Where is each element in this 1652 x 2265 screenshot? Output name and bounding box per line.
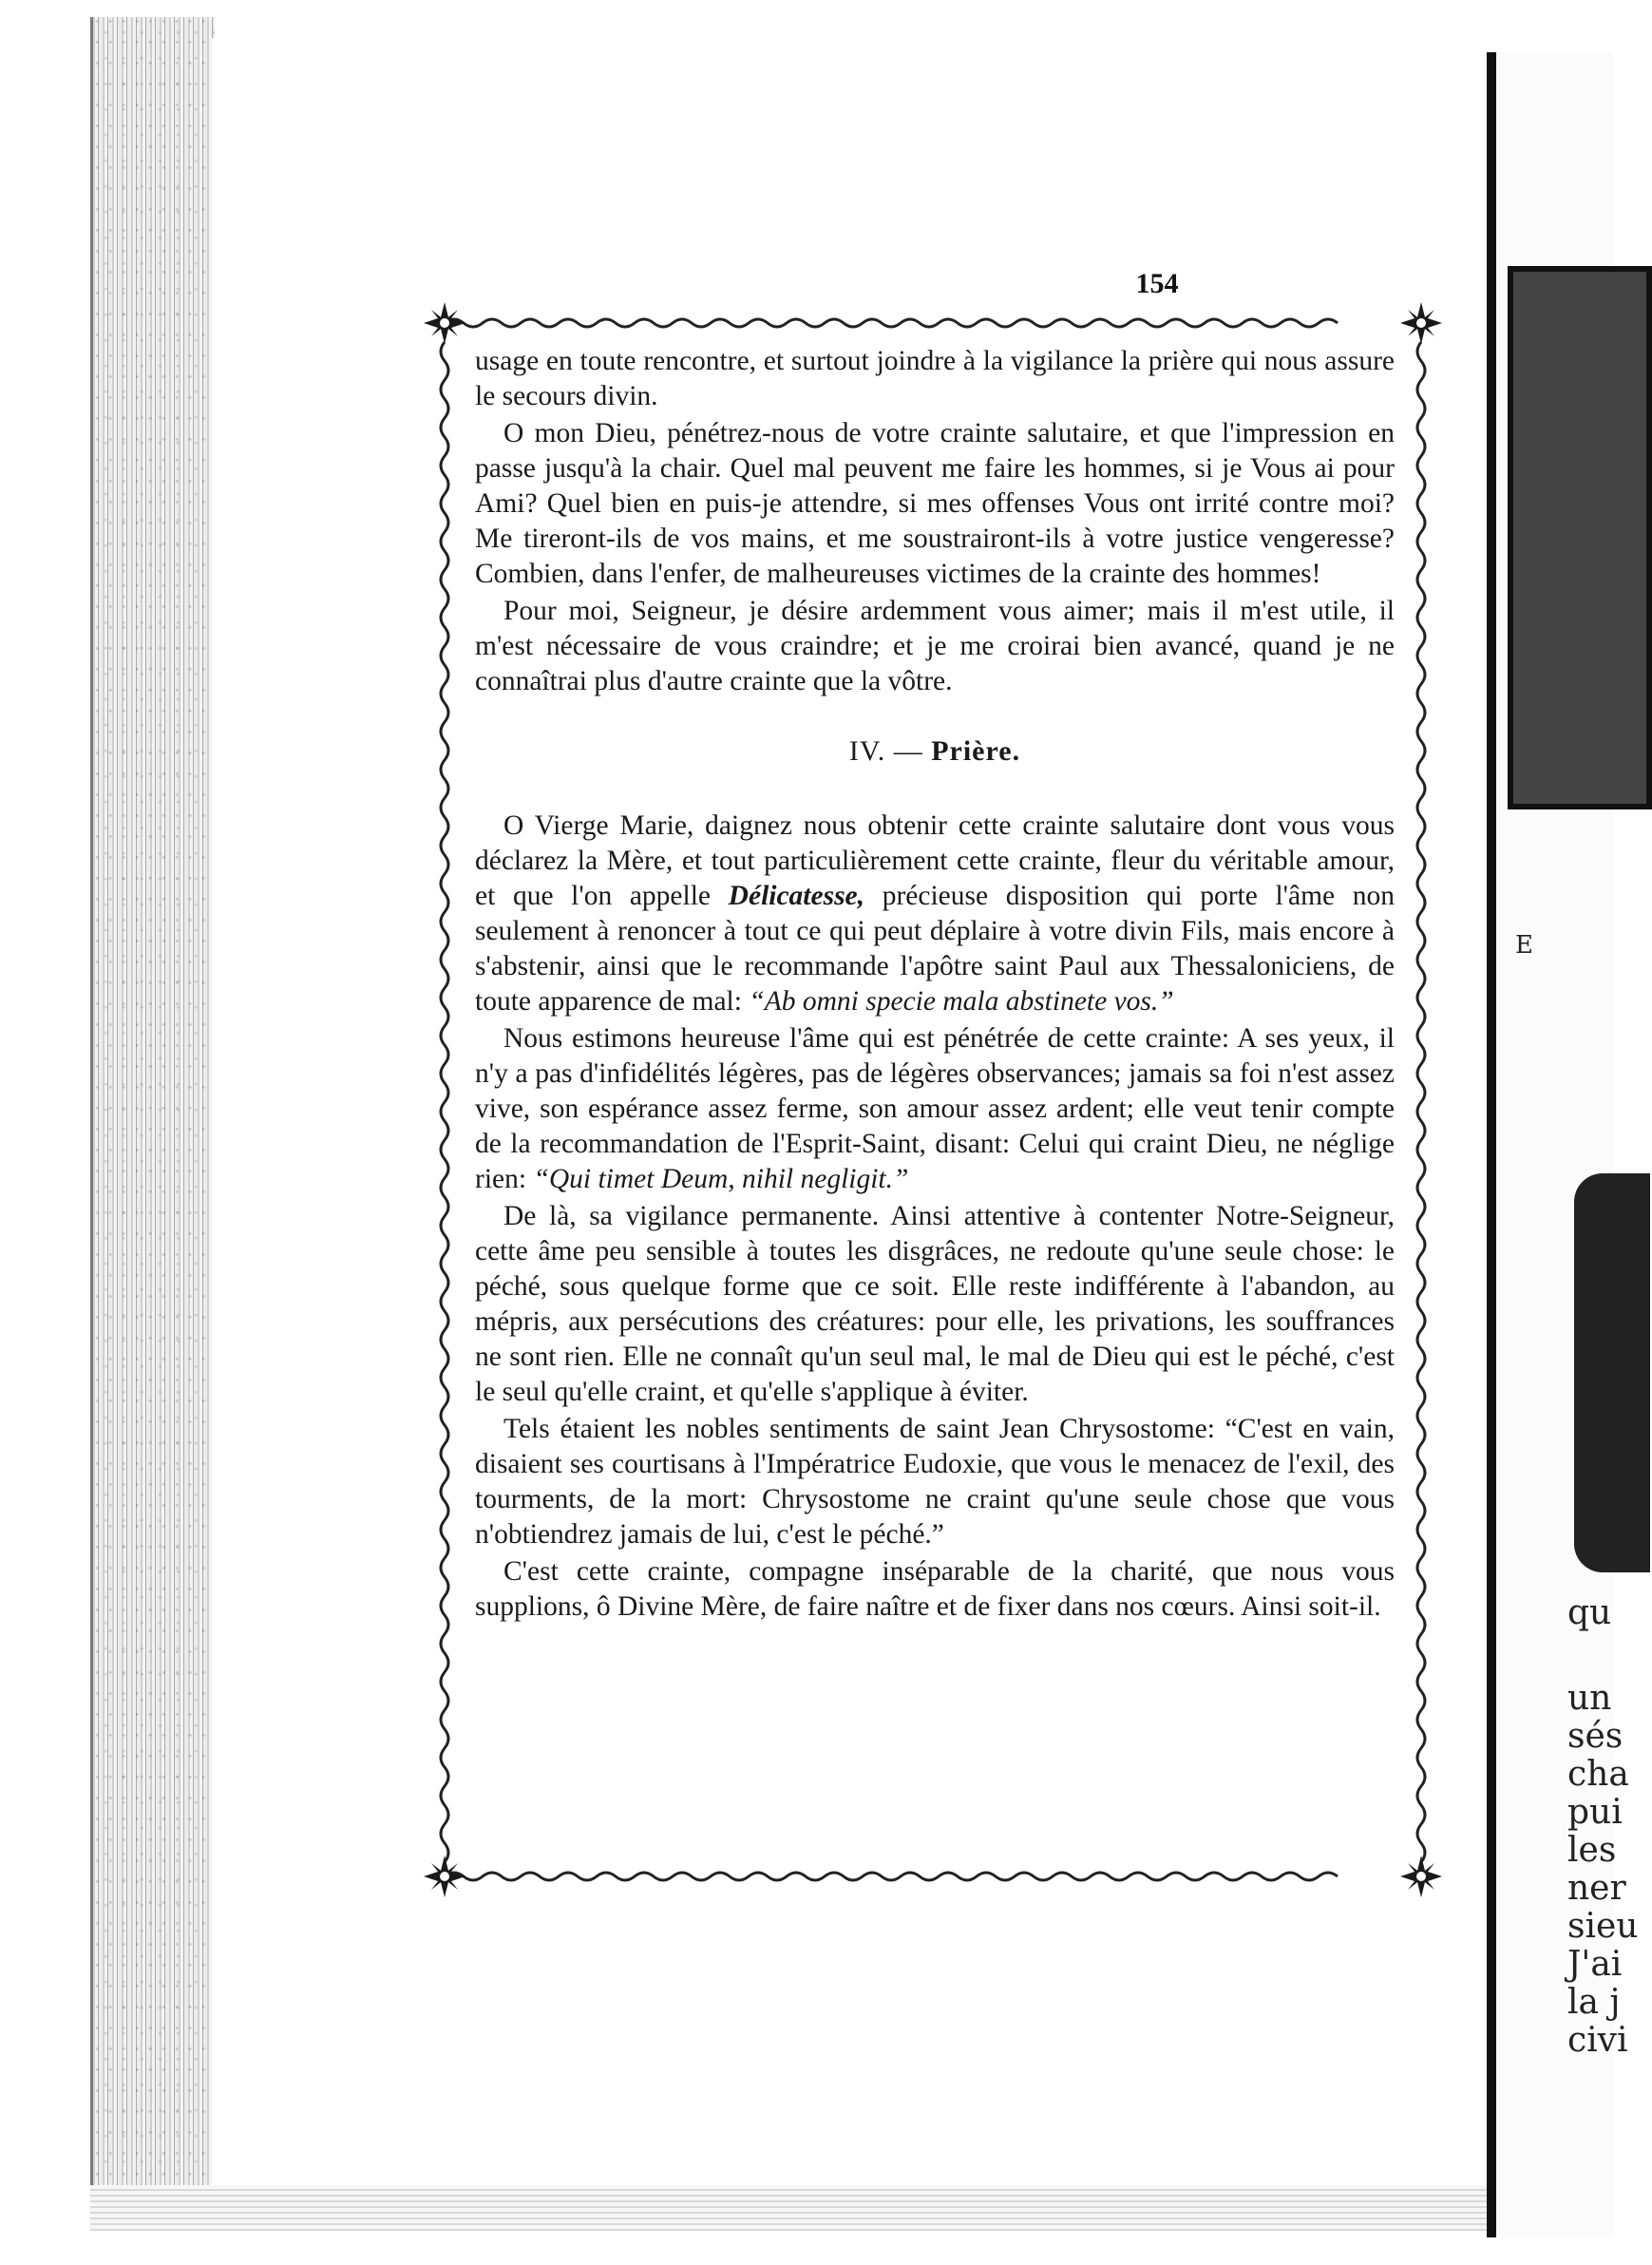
paragraph: Nous estimons heureuse l'âme qui est pénétrée de cette crainte: A ses yeux, il n'y a pas d'infidélités légères, pas de légères observances; jamais sa foi n'est assez vive, son espérance assez ferme, son amour assez ardent; elle veut tenir compte de la recommandation de l'Esprit-Saint, disant: Celui qui craint Dieu, ne néglige rien: “Qui timet Deum, nihil negligit.” <box>475 1023 1395 1194</box>
paragraph: O mon Dieu, pénétrez-nous de votre crainte salutaire, et que l'impression en passe jusqu'à la chair. Quel mal peuvent me faire les hommes, si je Vous ai pour Ami? Quel bien en puis-je attendre, si mes offenses Vous ont irrité contre moi? Me tireront-ils de vos mains, et me soustrairont-ils à votre justice vengeresse? Combien, dans l'enfer, de malheureuses victimes de la crainte des hommes! <box>475 418 1395 589</box>
italic-term: Délicatesse, <box>728 881 865 911</box>
decorative-ornament <box>1574 1173 1650 1572</box>
paragraph: De là, sa vigilance permanente. Ainsi attentive à contenter Notre-Seigneur, cette âme peu sensible à toutes les disgrâces, ne redoute qu'une seule chose: le péché, sous quelque forme que ce soit. Elle reste indifférente à l'abandon, au mépris, aux persécutions des créatures: pour elle, les privations, les souffrances ne sont rien. Elle ne connaît qu'un seul mal, le mal de Dieu qui est le péché, c'est le seul qu'elle craint, et qu'elle s'applique à éviter. <box>475 1201 1395 1407</box>
facing-page-fragment: pui <box>1567 1793 1623 1832</box>
facing-page-fragment: un <box>1567 1679 1612 1718</box>
paragraph: Pour moi, Seigneur, je désire ardemment vous aimer; mais il m'est utile, il m'est nécessaire de vous craindre; et je me croirai bien avancé, quand je ne connaîtrai plus d'autre crainte que la vôtre. <box>475 596 1395 696</box>
latin-quote: “Qui timet Deum, nihil negligit.” <box>533 1164 909 1194</box>
section-numeral: IV. — <box>848 735 923 767</box>
section-heading <box>475 733 1395 769</box>
page-body <box>475 344 1395 1627</box>
paragraph: Tels étaient les nobles sentiments de saint Jean Chrysostome: “C'est en vain, disaient ses courtisans à l'Impératrice Eudoxie, que vous le menacez de l'exil, des tourments, de la mort: Chrysostome ne craint qu'une seule chose que vous n'obtiendrez jamais de lui, c'est le péché.” <box>475 1414 1395 1550</box>
book-page-edges-bottom <box>90 2185 1487 2231</box>
paragraph: C'est cette crainte, compagne inséparable de la charité, que nous vous supplions, ô Divine Mère, de faire naître et de fixer dans nos cœurs. Ainsi soit-il. <box>475 1556 1395 1622</box>
facing-page-fragment: civi <box>1567 2021 1628 2060</box>
facing-page-fragment: cha <box>1567 1755 1629 1794</box>
facing-page-fragment: ner <box>1567 1869 1626 1908</box>
paragraph: usage en toute rencontre, et surtout joindre à la vigilance la prière qui nous assure le secours divin. <box>475 346 1395 411</box>
facing-page-fragment: E <box>1515 931 1533 960</box>
facing-page <box>1487 52 1639 2237</box>
facing-page-fragment: qu <box>1567 1593 1612 1632</box>
page-number: 154 <box>1135 268 1179 299</box>
facing-page-fragment: les <box>1567 1831 1617 1870</box>
facing-page-fragment: la j <box>1567 1983 1621 2022</box>
section-title: Prière. <box>931 735 1021 767</box>
paragraph: O Vierge Marie, daignez nous obtenir cette crainte salutaire dont vous vous déclarez la Mère, et tout particulièrement cette crainte, fleur du véritable amour, et que l'on appelle Délicatesse, précieuse disposition qui porte l'âme non seulement à renoncer à tout ce qui peut déplaire à votre divin Fils, mais encore à s'abstenir, ainsi que le recommande l'apôtre saint Paul aux Thessaloniciens, de toute apparence de mal: “Ab omni specie mala abstinete vos.” <box>475 810 1396 1017</box>
facing-page-fragment: sieu <box>1567 1907 1639 1946</box>
latin-quote: “Ab omni specie mala abstinete vos.” <box>749 986 1174 1017</box>
illustration-plate <box>1508 266 1652 809</box>
facing-page-fragment: sés <box>1567 1717 1624 1756</box>
facing-page-fragment: J'ai <box>1567 1945 1623 1984</box>
book-page-edges <box>90 17 215 2231</box>
